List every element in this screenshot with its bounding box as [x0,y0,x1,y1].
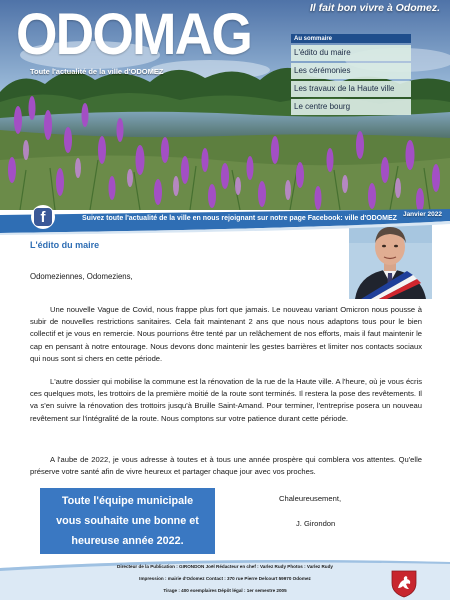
editorial-title: L'édito du maire [30,240,100,250]
editorial-greeting: Odomeziennes, Odomeziens, [30,272,133,281]
editorial-paragraph-wishes: A l'aube de 2022, je vous adresse à toutes et à tous une année prospère qui comblera vos attentes. Qu'elle préserve votre santé afin de vivre heureux et partager chaque jour avec vos proches. [30,455,422,477]
editorial-closing: Chaleureusement, [279,494,342,503]
wish-line-2: vous souhaite une bonne et [56,515,199,527]
masthead-subtitle: Toute l'actualité de la ville d'ODOMEZ [30,67,164,76]
masthead-title: ODOMAG [16,2,252,67]
editorial-signature: J. Girondon [296,519,336,528]
issue-date: Janvier 2022 [402,211,442,218]
facebook-f-glyph: f [34,208,52,226]
toc-item-centre-bourg[interactable]: Le centre bourg [291,99,411,115]
toc-item-edito[interactable]: L'édito du maire [291,45,411,61]
footer-contact: Impression : mairie d'Odomez Contact : 370 rue Pierre Delcourt 59970 Odomez [139,576,311,581]
facebook-icon[interactable] [31,205,55,229]
facebook-invite: Suivez toute l'actualité de la ville en nous rejoignant sur notre page Facebook: [82,215,345,222]
toc-item-ceremonies[interactable]: Les cérémonies [291,63,411,79]
toc-item-travaux[interactable]: Les travaux de la Haute ville [291,81,411,97]
toc-heading: Au sommaire [291,34,411,43]
table-of-contents [291,34,411,114]
wish-line-3: heureuse année 2022. [71,535,184,547]
editorial-paragraph-works: L'autre dossier qui mobilise la commune est la rénovation de la rue de la Haute ville. A l'heure, où je vous écris ces quelques mots, les trottoirs de la première moitié de la route sont terminés. Il restera la pose des revêtements. Il va s'en suivre la rénovation des trottoirs jusqu'à Bruille Saint-Amand. Pour terminer, l'entreprise posera un nouveau revêtement sur l'intégralité de la route. Nous comptons sur votre patience durant cette période. [30,377,422,423]
footer-print-run: Tirage : 400 exemplaires Dépôt légal : 1er semestre 2005 [163,588,287,593]
town-crest-icon [389,568,419,598]
new-year-wish-box [40,488,215,554]
facebook-text [82,215,397,222]
wish-line-1: Toute l'équipe municipale [61,495,194,507]
footer-publication-credits: Directeur de la Publication : GIRONDON Joël Rédacteur en chef : Varlez Rudy Photos : Varlez Rudy [117,564,333,569]
editorial-paragraph-covid: Une nouvelle Vague de Covid, nous frappe plus fort que jamais. Le nouveau variant Omicron nous pousse à subir de nouvelles restrictions sanitaires. Cela fait maintenant 2 ans que nous nous adaptons tous pour le bien collectif et je vous en remercie. Nous pourrions être tenté par un relâchement de nos efforts, mais il faut maintenir le cap en pensant à notre entourage. Nous devons donc maintenir les gestes barrières et limiter nos contacts sociaux qui nous sont si chers en cette période. [30,305,422,363]
masthead-tagline: Il fait bon vivre à Odomez. [309,2,440,14]
facebook-page-name[interactable]: ville d'ODOMEZ [344,215,397,222]
